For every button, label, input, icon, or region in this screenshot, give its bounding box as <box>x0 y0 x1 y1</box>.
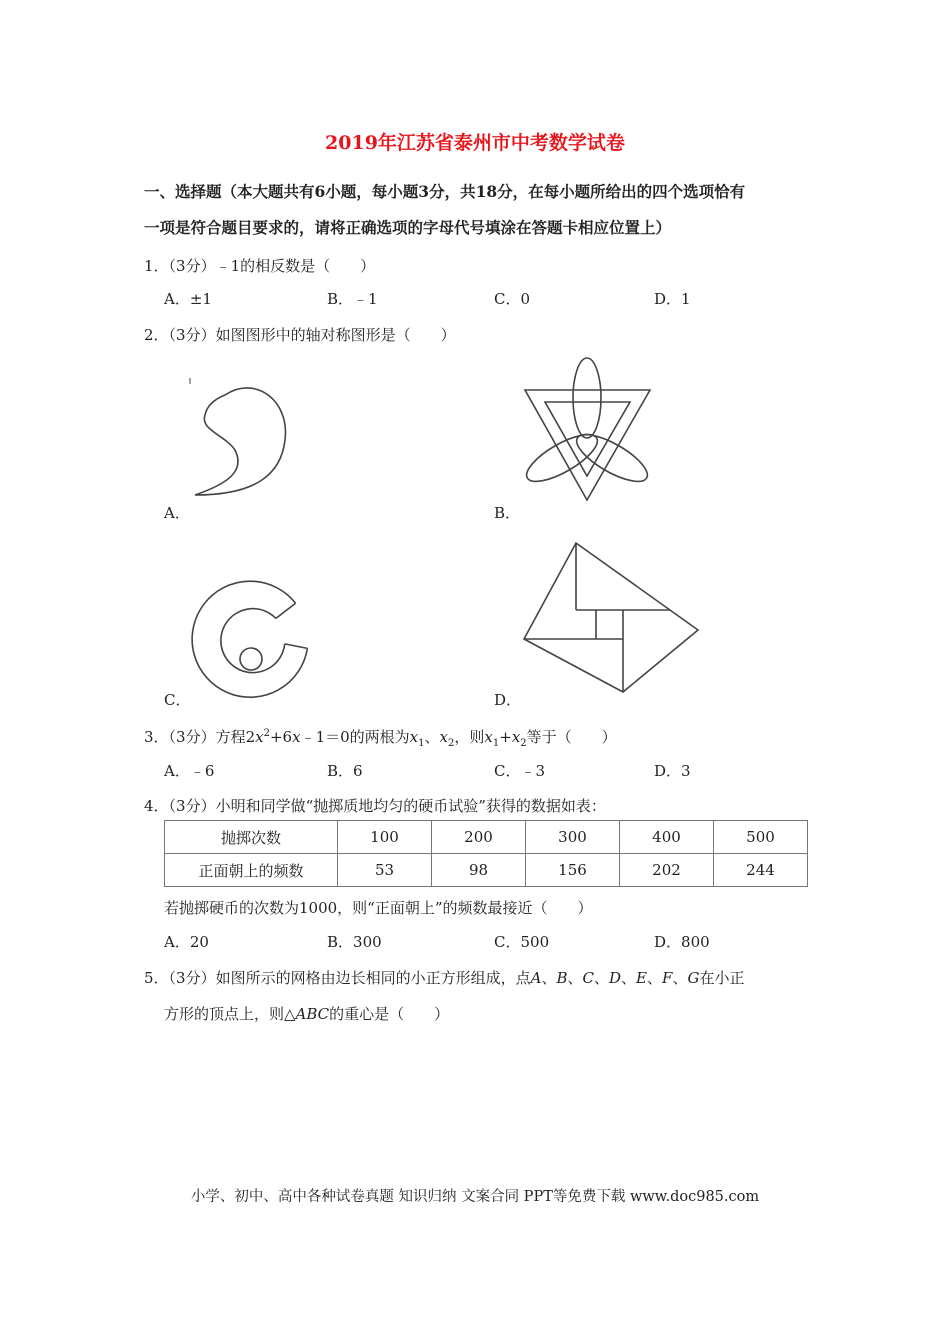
q4-option-d: D．800 <box>654 933 710 951</box>
table-cell: 抛掷次数 <box>165 821 338 854</box>
q3-option-a: A．﹣6 <box>164 762 215 780</box>
q4-option-a: A．20 <box>164 933 209 951</box>
page-footer: 小学、初中、高中各种试卷真题 知识归纳 文案合同 PPT等免费下载 www.doc985.com <box>190 1189 760 1205</box>
q4-follow-up: 若抛掷硬币的次数为1000，则“正面朝上”的频数最接近（ ） <box>164 899 593 917</box>
table-cell: 98 <box>432 854 526 887</box>
table-cell: 400 <box>620 821 714 854</box>
q4-stem: 4．（3分）小明和同学做“抛掷质地均匀的硬币试验”获得的数据如表： <box>144 797 606 815</box>
table-cell: 202 <box>620 854 714 887</box>
figure-c-ring-with-circle <box>190 570 320 695</box>
table-cell: 100 <box>338 821 432 854</box>
q2-label-a: A． <box>164 504 190 522</box>
figure-a-comma-shape <box>185 375 295 510</box>
table-cell: 244 <box>714 854 808 887</box>
q3-option-c: C．﹣3 <box>494 762 546 780</box>
q1-option-a: A．±1 <box>164 290 212 308</box>
figure-b-triangle-ellipses <box>520 358 655 503</box>
table-row <box>165 821 808 854</box>
q1-option-c: C．0 <box>494 290 531 308</box>
q2-label-c: C． <box>164 691 191 709</box>
table-cell: 500 <box>714 821 808 854</box>
q3-option-b: B．6 <box>327 762 363 780</box>
table-cell: 200 <box>432 821 526 854</box>
section-heading-line2: 一项是符合题目要求的，请将正确选项的字母代号填涂在答题卡相应位置上） <box>144 218 672 237</box>
q1-stem: 1．（3分）﹣1的相反数是（ ） <box>144 257 376 275</box>
q5-stem-line1: 5．（3分）如图所示的网格由边长相同的小正方形组成，点A、B、C、D、E、F、G在小正 <box>144 969 745 987</box>
table-cell: 正面朝上的频数 <box>165 854 338 887</box>
table-row <box>165 854 808 887</box>
coin-toss-table <box>164 820 808 887</box>
figure-d-square-pinwheel <box>520 540 700 695</box>
q3-stem: 3．（3分）方程$2x^2+6x﹣1=0$的两根为$x_1$、$x_2$，则$x_1+x_2$等于（ ） <box>144 728 617 749</box>
table-cell: 53 <box>338 854 432 887</box>
table-cell: 156 <box>526 854 620 887</box>
q2-label-d: D． <box>494 691 522 709</box>
q1-option-d: D．1 <box>654 290 691 308</box>
q5-stem-line2: 方形的顶点上，则△ABC的重心是（ ） <box>164 1005 450 1023</box>
q4-option-c: C．500 <box>494 933 550 951</box>
q2-stem: 2．（3分）如图图形中的轴对称图形是（ ） <box>144 326 456 344</box>
table-cell: 300 <box>526 821 620 854</box>
q2-label-b: B． <box>494 504 521 522</box>
q4-option-b: B．300 <box>327 933 382 951</box>
section-heading-line1: 一、选择题（本大题共有6小题，每小题3分，共18分，在每小题所给出的四个选项恰有 <box>144 182 746 201</box>
q3-option-d: D．3 <box>654 762 691 780</box>
page-title: 2019年江苏省泰州市中考数学试卷 <box>325 132 625 154</box>
q1-option-b: B．﹣1 <box>327 290 378 308</box>
